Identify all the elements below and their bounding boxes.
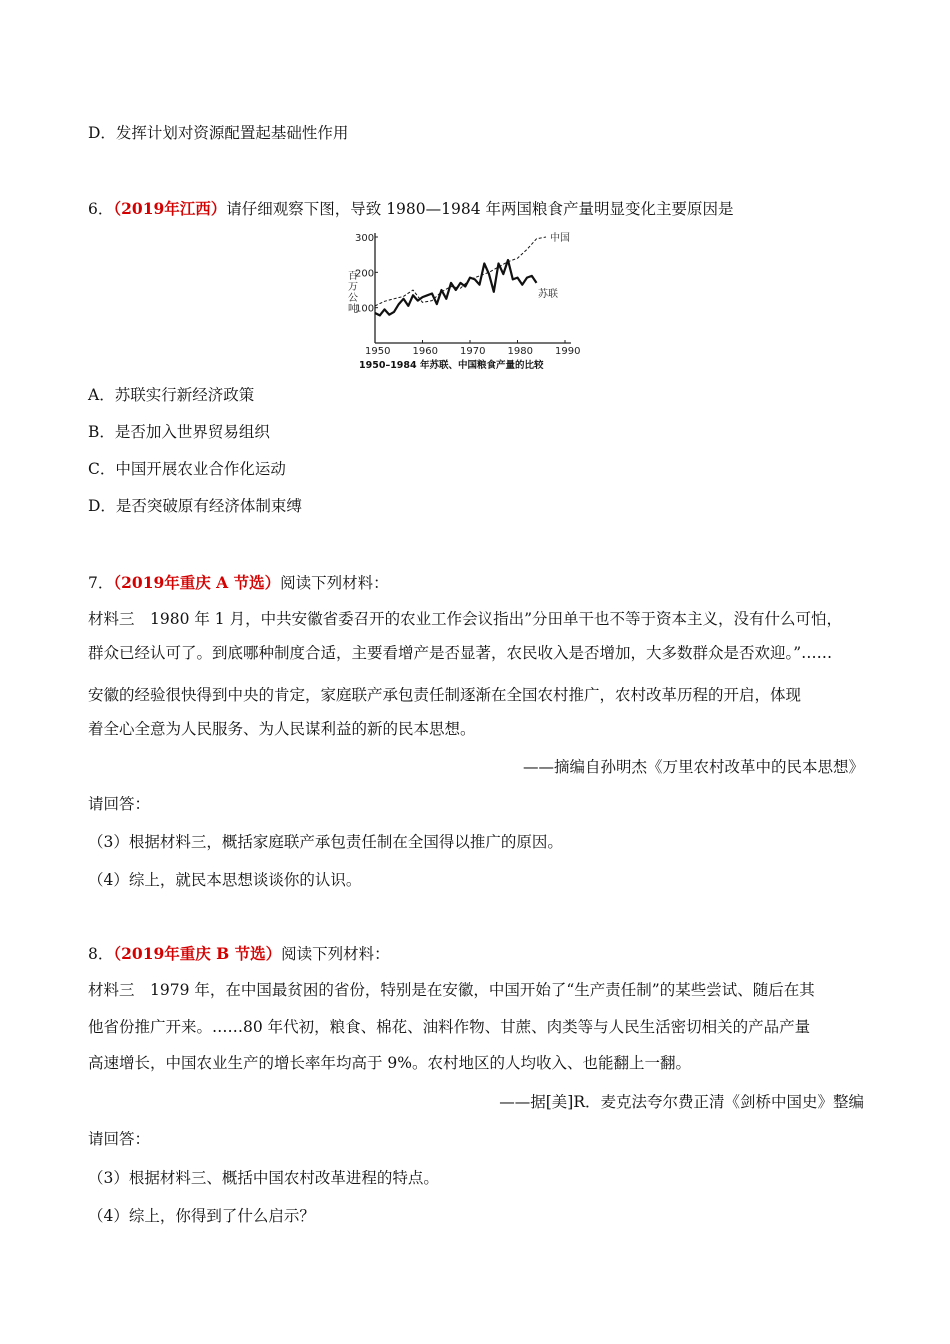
y-axis-label xyxy=(348,270,358,315)
chart-series xyxy=(375,237,546,315)
q7-material-line: 材料三 1980 年 1 月，中共安徽省委召开的农业工作会议指出”分田单干也不等于资本主义，没有什么可怕， xyxy=(88,610,843,628)
grain-output-chart xyxy=(345,227,600,372)
q7-material-line: 着全心全意为人民服务、为人民谋利益的新的民本思想。 xyxy=(88,720,476,738)
legend-ussr: 苏联 xyxy=(538,289,558,300)
q8-question-4: （4）综上，你得到了什么启示？ xyxy=(88,1207,315,1225)
y-axis-label-char: 公 xyxy=(348,293,358,304)
q8-source-tag: （2019年重庆 B 节选） xyxy=(113,944,282,963)
y-axis-label-char: 万 xyxy=(348,282,358,293)
q8-stem xyxy=(88,943,390,965)
q7-stem xyxy=(88,572,389,594)
x-tick-label: 1990 xyxy=(555,346,581,357)
q8-ask: 请回答： xyxy=(88,1130,151,1148)
q6-text: 请仔细观察下图，导致 1980—1984 年两国粮食产量明显变化主要原因是 xyxy=(226,200,734,218)
q8-material-line: 他省份推广开来。……80 年代初，粮食、棉花、油料作物、甘蔗、肉类等与人民生活密切相关的产品产量 xyxy=(88,1018,811,1036)
q7-number: 7． xyxy=(88,574,114,592)
y-tick-label: 200 xyxy=(355,268,375,280)
q6-stem xyxy=(88,198,734,220)
q6-option-d: D．是否突破原有经济体制束缚 xyxy=(88,497,302,515)
y-axis-label-char: 百 xyxy=(348,271,358,282)
q6-option-c: C．中国开展农业合作化运动 xyxy=(88,460,286,478)
q5-option-d: D．发挥计划对资源配置起基础性作用 xyxy=(88,124,349,142)
x-tick-label: 1960 xyxy=(412,346,438,357)
q7-material-line: 安徽的经验很快得到中央的肯定，家庭联产承包责任制逐渐在全国农村推广，农村改革历程的开启，体现 xyxy=(88,686,802,704)
q6-option-b: B．是否加入世界贸易组织 xyxy=(88,423,270,441)
q8-number: 8． xyxy=(88,945,114,963)
q6-number: 6． xyxy=(88,200,114,218)
q7-intro: 阅读下列材料： xyxy=(280,574,389,592)
q7-source: ——摘编自孙明杰《万里农村改革中的民本思想》 xyxy=(522,758,864,776)
q8-material-line: 高速增长，中国农业生产的增长率年均高于 9%。农村地区的人均收入、也能翻上一翻。 xyxy=(88,1054,692,1072)
legend-china: 中国 xyxy=(550,233,570,244)
q7-question-3: （3）根据材料三，概括家庭联产承包责任制在全国得以推广的原因。 xyxy=(88,833,563,851)
q6-option-a: A．苏联实行新经济政策 xyxy=(88,386,255,404)
x-tick-label: 1950 xyxy=(365,346,391,357)
q6-source-tag: （2019年江西） xyxy=(113,199,227,218)
q7-question-4: （4）综上，就民本思想谈谈你的认识。 xyxy=(88,871,362,889)
q7-ask: 请回答： xyxy=(88,795,151,813)
chart-axes xyxy=(375,233,571,343)
q8-intro: 阅读下列材料： xyxy=(281,945,390,963)
x-tick-label: 1970 xyxy=(460,346,486,357)
q8-material-line: 材料三 1979 年，在中国最贫困的省份，特别是在安徽，中国开始了“生产责任制”的某些尝试、随后在其 xyxy=(88,981,815,999)
series-china-line xyxy=(375,237,546,306)
q8-source: ——据[美]R．麦克法夸尔费正清《剑桥中国史》整编 xyxy=(499,1093,864,1111)
y-tick-label: 100 xyxy=(355,303,375,315)
q8-question-3: （3）根据材料三、概括中国农村改革进程的特点。 xyxy=(88,1169,439,1187)
y-axis-label-char: 吨 xyxy=(348,304,358,315)
chart-caption: 1950–1984 年苏联、中国粮食产量的比较 xyxy=(359,360,544,371)
y-tick-label: 300 xyxy=(355,233,375,244)
q7-material-line: 群众已经认可了。到底哪种制度合适，主要看增产是否显著，农民收入是否增加，大多数群众是否欢迎。”…… xyxy=(88,644,833,662)
q7-source-tag: （2019年重庆 A 节选） xyxy=(113,573,281,592)
x-tick-label: 1980 xyxy=(507,346,533,357)
